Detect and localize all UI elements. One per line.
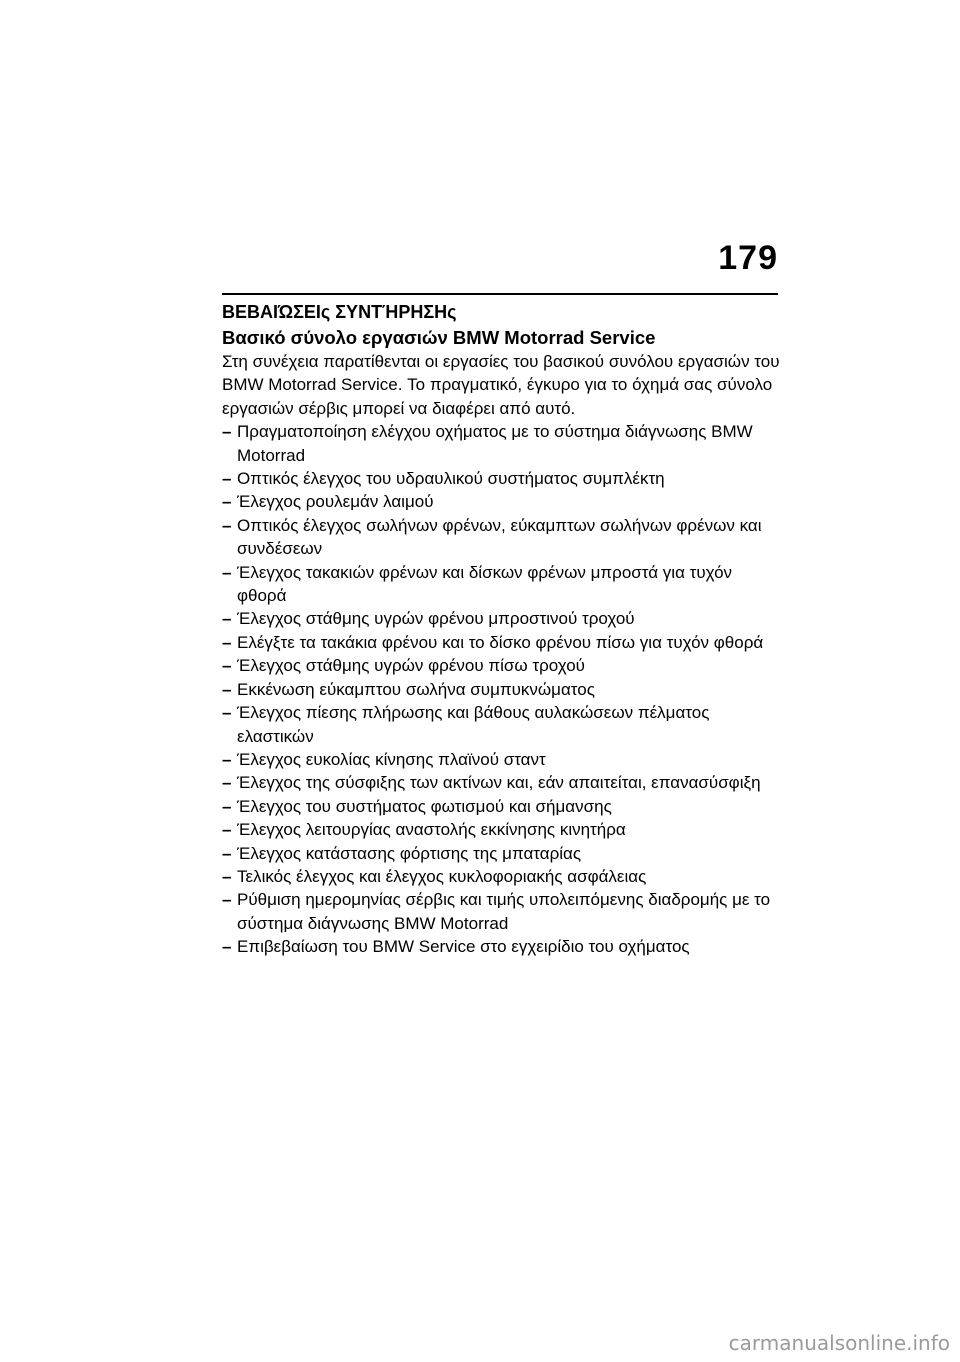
list-item xyxy=(222,701,782,748)
list-item-text: Επιβεβαίωση του BMW Service στο εγχειρίδιο του οχήματος xyxy=(237,937,690,957)
list-item-text: Έλεγχος του συστήματος φωτισμού και σήμανσης xyxy=(237,796,612,816)
bullet-dash: – xyxy=(222,609,232,629)
bullet-dash: – xyxy=(222,632,232,652)
watermark-text: carmanualsonline.info xyxy=(728,1331,950,1355)
bullet-dash: – xyxy=(222,773,232,793)
list-item-text: Έλεγχος κατάστασης φόρτισης της μπαταρίας xyxy=(237,843,582,863)
page-number: 179 xyxy=(718,239,778,277)
list-item xyxy=(222,514,782,561)
list-item-text: Έλεγχος λειτουργίας αναστολής εκκίνησης κινητήρα xyxy=(237,820,626,840)
list-item-text: Εκκένωση εύκαμπτου σωλήνα συμπυκνώματος xyxy=(237,679,595,699)
list-item-text: Έλεγχος στάθμης υγρών φρένου πίσω τροχού xyxy=(237,656,585,676)
bullet-dash: – xyxy=(222,890,232,910)
bullet-dash: – xyxy=(222,469,232,489)
list-item-text: Ελέγξτε τα τακάκια φρένου και το δίσκο φρένου πίσω για τυχόν φθορά xyxy=(237,632,764,652)
list-item-text: Πραγματοποίηση ελέγχου οχήματος με το σύστημα διάγνωσης BMW Motorrad xyxy=(237,422,753,465)
list-item-text: Έλεγχος πίεσης πλήρωσης και βάθους αυλακώσεων πέλματος ελαστικών xyxy=(237,703,710,746)
bullet-dash: – xyxy=(222,843,232,863)
list-item xyxy=(222,467,782,490)
list-item xyxy=(222,420,782,467)
intro-paragraph: Στη συνέχεια παρατίθενται οι εργασίες του βασικού συνόλου εργασιών του BMW Motorrad Service. Το πραγματικό, έγκυρο για το όχημά σας σύνολο εργασιών σέρβις μπορεί να διαφέρει από αυτό. xyxy=(222,352,780,418)
list-item-text: Έλεγχος στάθμης υγρών φρένου μπροστινού τροχού xyxy=(237,609,635,629)
bullet-dash: – xyxy=(222,422,232,442)
section-subtitle: Βασικό σύνολο εργασιών BMW Motorrad Service xyxy=(222,327,656,348)
bullet-dash: – xyxy=(222,866,232,886)
bullet-dash: – xyxy=(222,820,232,840)
bullet-dash: – xyxy=(222,515,232,535)
list-item-text: Ρύθμιση ημερομηνίας σέρβις και τιμής υπολειπόμενης διαδρομής με το σύστημα διάγνωσης BMW Motorrad xyxy=(237,890,771,933)
list-item-text: Οπτικός έλεγχος σωλήνων φρένων, εύκαμπτων σωλήνων φρένων και συνδέσεων xyxy=(237,515,762,559)
bullet-dash: – xyxy=(222,679,232,699)
section-header: ΒΕΒΑΙΏΣΕΙς ΣΥΝΤΉΡΗΣΗς xyxy=(222,293,778,323)
list-item xyxy=(222,935,782,958)
list-item-text: Οπτικός έλεγχος του υδραυλικού συστήματος συμπλέκτη xyxy=(237,469,665,489)
list-item xyxy=(222,842,782,865)
list-item xyxy=(222,678,782,701)
bullet-dash: – xyxy=(222,703,232,723)
list-item xyxy=(222,795,782,818)
list-item xyxy=(222,490,782,513)
bullet-dash: – xyxy=(222,562,232,582)
list-item xyxy=(222,818,782,841)
bullet-dash: – xyxy=(222,492,232,512)
list-item xyxy=(222,888,782,935)
list-item-text: Έλεγχος ευκολίας κίνησης πλαϊνού σταντ xyxy=(237,749,546,769)
list-item xyxy=(222,771,782,794)
bullet-dash: – xyxy=(222,749,232,769)
list-item xyxy=(222,631,782,654)
list-item xyxy=(222,865,782,888)
service-checklist xyxy=(222,420,782,958)
bullet-dash: – xyxy=(222,937,232,957)
list-item-text: Έλεγχος ρουλεμάν λαιμού xyxy=(237,492,434,512)
list-item-text: Έλεγχος τακακιών φρένων και δίσκων φρένων μπροστά για τυχόν φθορά xyxy=(237,562,733,606)
list-item xyxy=(222,748,782,771)
bullet-dash: – xyxy=(222,656,232,676)
main-content xyxy=(222,326,782,959)
list-item-text: Τελικός έλεγχος και έλεγχος κυκλοφοριακής ασφάλειας xyxy=(237,866,647,886)
list-item xyxy=(222,654,782,677)
list-item xyxy=(222,607,782,630)
list-item xyxy=(222,561,782,608)
list-item-text: Έλεγχος της σύσφιξης των ακτίνων και, εάν απαιτείται, επανασύσφιξη xyxy=(237,773,761,793)
bullet-dash: – xyxy=(222,796,232,816)
